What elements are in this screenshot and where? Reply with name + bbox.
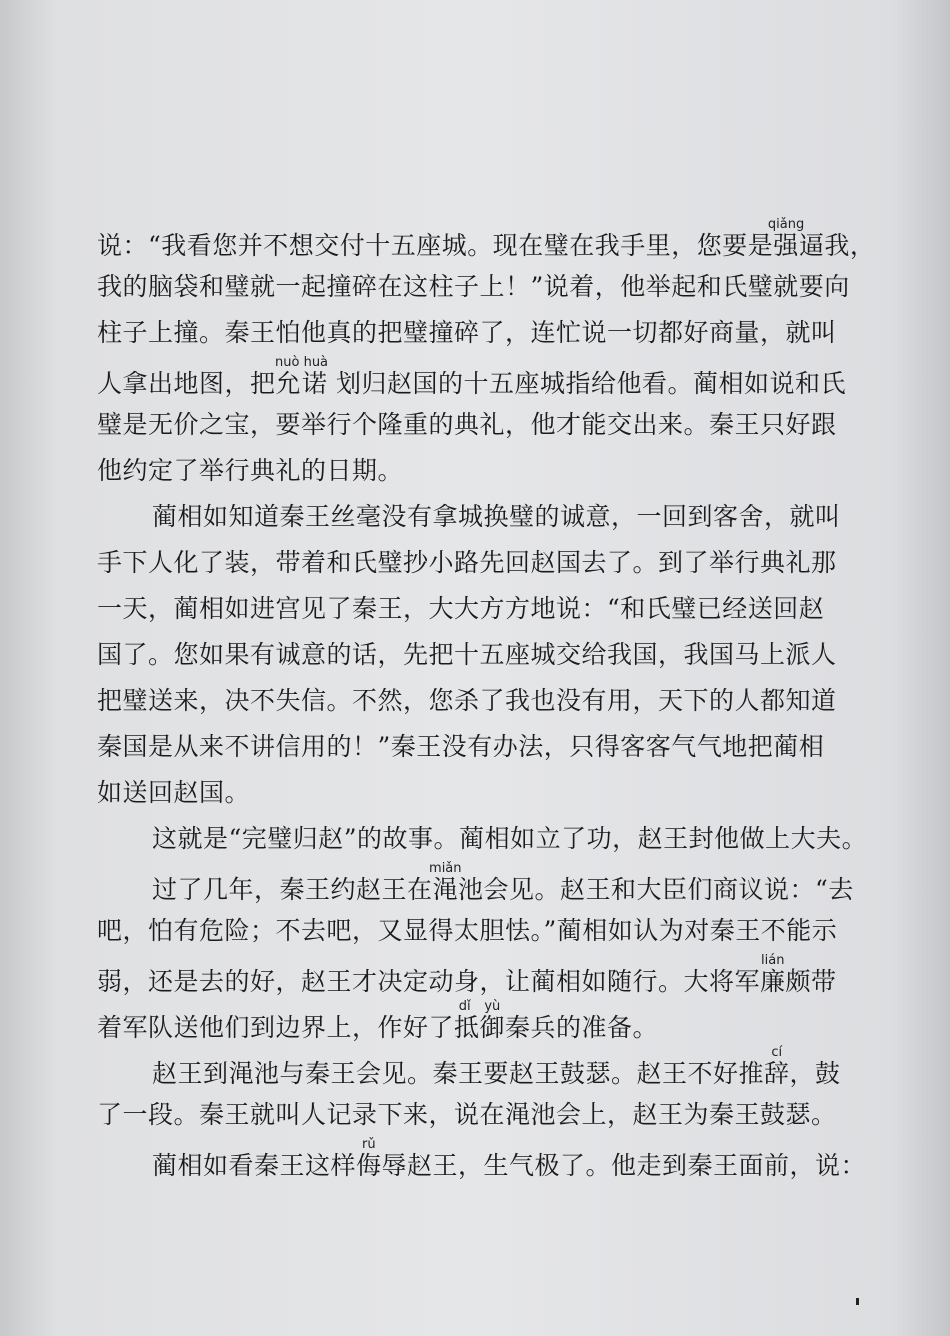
text-line	[97, 908, 877, 954]
pinyin-annotated-word	[760, 953, 786, 996]
text-segment: 着军队送他们到边界上，作好了	[97, 1013, 455, 1042]
text-line	[97, 586, 877, 632]
text-segment: 说：“我看您并不想交付十五座城。现在璧在我手里，您要是	[97, 231, 774, 260]
text-line	[97, 218, 877, 264]
text-segment: 弱，还是去的好，赵王才决定动身，让蔺相如随行。大将军	[97, 967, 761, 996]
text-line	[97, 310, 877, 356]
page-corner-mark	[856, 1298, 859, 1305]
pinyin-annotated-word	[429, 861, 462, 904]
pinyin-annotated-word	[764, 1045, 790, 1088]
text-segment: 柱子上撞。秦王怕他真的把璧撞碎了，连忙说一切都好商量，就叫	[97, 318, 837, 347]
text-line	[97, 678, 877, 724]
text-line	[97, 1000, 877, 1046]
text-segment: 国了。您如果有诚意的话，先把十五座城交给我国，我国马上派人	[97, 640, 837, 669]
annotated-characters: 辞	[764, 1059, 790, 1088]
text-segment: 一天，蔺相如进宫见了秦王，大大方方地说：“和氏璧已经送回赵	[97, 594, 825, 623]
text-line	[97, 540, 877, 586]
annotated-characters: 侮	[356, 1151, 382, 1180]
text-segment: 了一段。秦王就叫人记录下来，说在渑池会上，赵王为秦王鼓瑟。	[97, 1100, 837, 1129]
text-segment: 把璧送来，决不失信。不然，您杀了我也没有用，天下的人都知道	[97, 686, 837, 715]
annotated-characters: 廉	[760, 967, 786, 996]
text-segment: 过了几年，秦王约赵王在	[152, 875, 433, 904]
text-line	[97, 264, 877, 310]
pinyin: rǔ	[356, 1137, 382, 1152]
text-segment: 蔺相如知道秦王丝毫没有拿城换璧的诚意，一回到客舍，就叫	[152, 502, 841, 531]
pinyin: qiǎng	[767, 217, 805, 232]
text-line	[97, 1046, 877, 1092]
text-line	[97, 1092, 877, 1138]
text-line	[97, 448, 877, 494]
annotated-characters: 抵御	[454, 1013, 506, 1042]
text-segment: 他约定了举行典礼的日期。	[97, 456, 404, 485]
text-line	[97, 724, 877, 770]
text-segment: 吧，怕有危险；不去吧，又显得太胆怯。”蔺相如认为对秦王不能示	[97, 916, 838, 945]
text-line	[97, 494, 877, 540]
pinyin-annotated-word	[454, 999, 506, 1042]
text-line	[97, 1138, 877, 1184]
text-line	[97, 862, 877, 908]
text-segment: ，鼓	[789, 1059, 841, 1088]
text-segment: 璧是无价之宝，要举行个隆重的典礼，他才能交出来。秦王只好跟	[97, 410, 837, 439]
text-segment: 池会见。赵王和大臣们商议说：“去	[458, 875, 854, 904]
pinyin: nuò huà	[275, 355, 329, 370]
pinyin: lián	[760, 953, 786, 968]
text-line	[97, 402, 877, 448]
text-line	[97, 632, 877, 678]
annotated-characters: 允诺	[275, 369, 329, 398]
annotated-characters: 渑	[429, 875, 462, 904]
text-segment: 逼我，	[798, 231, 876, 260]
pinyin-annotated-word	[275, 355, 329, 398]
text-line	[97, 954, 877, 1000]
text-segment: 秦兵的准备。	[505, 1013, 659, 1042]
text-segment: 蔺相如看秦王这样	[152, 1151, 357, 1180]
text-segment: 辱赵王，生气极了。他走到秦王面前，说：	[381, 1151, 867, 1180]
text-segment: 手下人化了装，带着和氏璧抄小路先回赵国去了。到了举行典礼那	[97, 548, 837, 577]
pinyin: dǐ yù	[454, 999, 506, 1014]
text-segment: 人拿出地图，把	[97, 369, 276, 398]
story-text	[97, 218, 877, 1184]
pinyin: miǎn	[429, 861, 462, 876]
pinyin: cí	[764, 1045, 790, 1060]
text-segment: 划归赵国的十五座城指给他看。蔺相如说和氏	[327, 369, 846, 398]
text-line	[97, 770, 877, 816]
text-segment: 这就是“完璧归赵”的故事。蔺相如立了功，赵王封他做上大夫。	[152, 824, 868, 853]
text-line	[97, 356, 877, 402]
text-segment: 我的脑袋和璧就一起撞碎在这柱子上！”说着，他举起和氏璧就要向	[97, 272, 850, 301]
pinyin-annotated-word	[356, 1137, 382, 1180]
pinyin-annotated-word	[767, 217, 805, 260]
text-segment: 秦国是从来不讲信用的！”秦王没有办法，只得客客气气地把蔺相	[97, 732, 825, 761]
text-segment: 如送回赵国。	[97, 778, 251, 807]
annotated-characters: 强	[767, 231, 805, 260]
text-segment: 颇带	[785, 967, 837, 996]
text-line	[97, 816, 877, 862]
text-segment: 赵王到渑池与秦王会见。秦王要赵王鼓瑟。赵王不好推	[152, 1059, 765, 1088]
